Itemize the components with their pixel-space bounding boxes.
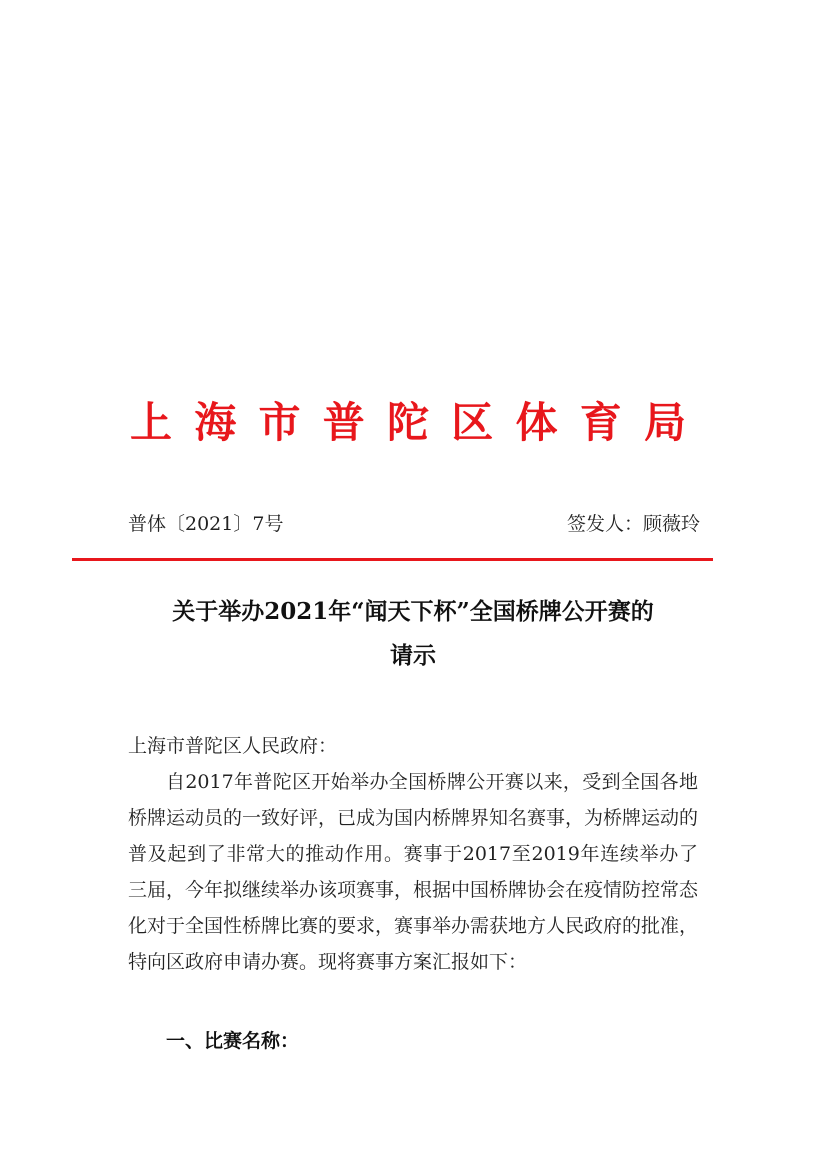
addressee: 上海市普陀区人民政府： [128,735,338,757]
document-title-line: 请示 [390,642,436,669]
agency-header-char: 育 [579,398,622,447]
agency-header-char: 市 [258,398,301,447]
agency-header-char: 陀 [386,398,429,447]
header-divider [72,558,713,561]
section-heading: 一、比赛名称： [166,1030,300,1052]
agency-header-char: 区 [451,398,494,447]
agency-header-char: 局 [643,398,686,447]
agency-header-char: 上 [129,398,172,447]
agency-header-char: 体 [515,398,558,447]
body-paragraph: 自2017年普陀区开始举办全国桥牌公开赛以来，受到全国各地桥牌运动员的一致好评，已成为国内桥牌界知名赛事，为桥牌运动的普及起到了非常大的推动作用。赛事于2017至2019年连续举办了三届，今年拟继续举办该项赛事，根据中国桥牌协会在疫情防控常态化对于全国性桥牌比赛的要求，赛事举办需获地方人民政府的批准，特向区政府申请办赛。现将赛事方案汇报如下： [128,771,699,973]
document-number: 普体〔2021〕7号 [128,513,284,535]
signer-line [540,508,700,540]
agency-header-char: 普 [322,398,365,447]
document-title [100,590,726,678]
document-title-line: 关于举办2021年“闻天下杯”全国桥牌公开赛的 [172,598,654,625]
agency-header [128,390,688,450]
signer-label: 签发人： [566,513,643,535]
agency-header-char: 海 [194,398,237,447]
signer-name: 顾薇玲 [642,513,700,535]
